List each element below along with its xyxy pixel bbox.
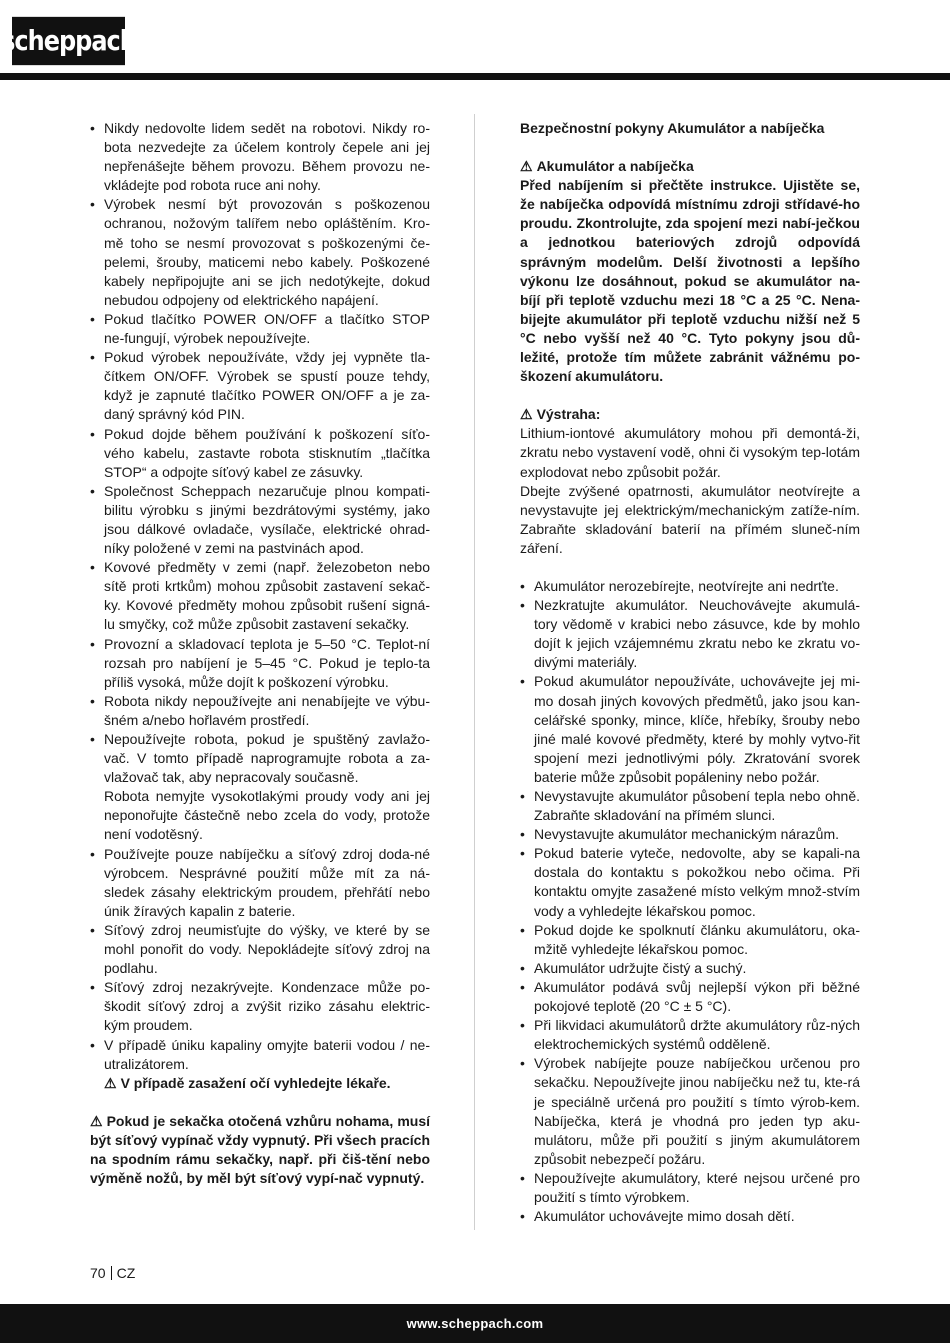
list-item: • Pokud akumulátor nepoužíváte, uchovávejte jej mi-mo dosah jiných kovových předmětů, jako jsou kan-celářské sponky, mince, klíče, hřebíky, šrouby nebo jiné malé kovové předměty, které by mohly vytvo-řit spojení mezi jednotlivými póly. Zkratování svorek baterie může způsobit popáleniny nebo požár. — [520, 672, 860, 787]
list-item: • Síťový zdroj neumisťujte do výšky, ve které by se mohl ponořit do vody. Nepokládejte síťový zdroj na podlahu. — [90, 921, 430, 978]
eye-warning — [90, 1074, 430, 1093]
list-item: • Pokud dojde během používání k poškození síťo-vého kabelu, zastavte robota stisknutím „tlačítka STOP“ a odpojte síťový kabel ze zásuvky. — [90, 425, 430, 482]
sprinkler-extra-text: Robota nemyjte vysokotlakými proudy vody ani jej neponořujte částečně nebo zcela do vody, protože není vodotěsný. — [104, 788, 430, 843]
list-item: • Nepoužívejte akumulátory, které nejsou určené pro použití s tímto výrobkem. — [520, 1169, 860, 1207]
website-link[interactable]: www.scheppach.com — [406, 1316, 544, 1331]
list-item: • Nevystavujte akumulátor působení tepla nebo ohně. Zabraňte skladování na přímém slunci. — [520, 787, 860, 825]
list-item: • Pokud výrobek nepoužíváte, vždy jej vypněte tla-čítkem ON/OFF. Výrobek se spustí pouze tehdy, když je zapnuté tlačítko POWER ON/OFF a je za-daný správný kód PIN. — [90, 348, 430, 424]
list-item: • Kovové předměty v zemi (např. železobeton nebo sítě proti krtkům) mohou způsobit zastavení sekač-ky. Kovové předměty mohou způsobit rušení signá-lu smyčky, což může způsobit zastavení sekačky. — [90, 558, 430, 634]
list-item: • Robota nikdy nepoužívejte ani nenabíjejte ve výbu-šném a/nebo hořlavém prostředí. — [90, 692, 430, 730]
list-item: • Nezkratujte akumulátor. Neuchovávejte akumulá-tory vědomě v krabici nebo zásuvce, kde by mohlo dojít k jejich vzájemnému zkratu nebo ke zkratu vo-divými materiály. — [520, 596, 860, 672]
warning-text-1: Lithium-iontové akumulátory mohou při demontá-ži, zkratu nebo vystavení vodě, ohni či vysokým tep-lotám explodovat nebo způsobit požár. — [520, 425, 860, 480]
section-title: Bezpečnostní pokyny Akumulátor a nabíječka — [520, 120, 825, 136]
footer-bar — [0, 1304, 950, 1343]
language-code: CZ — [116, 1265, 136, 1281]
warning-heading-text: Výstraha: — [536, 406, 601, 423]
battery-safety-list — [520, 577, 860, 1226]
page-number — [90, 1265, 135, 1281]
safety-list-left-cont — [90, 845, 430, 1074]
list-item: • Pokud tlačítko POWER ON/OFF a tlačítko STOP ne-fungují, výrobek nepoužívejte. — [90, 310, 430, 348]
warning-triangle-icon: ⚠ — [520, 158, 533, 175]
list-item: • Výrobek nabíjejte pouze nabíječkou určenou pro sekačku. Nepoužívejte jinou nabíječku než tu, kte-rá je speciálně určená pro použití s tímto výrob-kem. Nabíječka, která je vhodná pro jeden typ aku-mulátoru, může při použití s jiným akumulátorem způsobit nebezpečí požáru. — [520, 1054, 860, 1169]
page-number-value: 70 — [90, 1265, 106, 1281]
list-item: • Při likvidaci akumulátorů držte akumulátory růz-ných elektrochemických systémů odděleně. — [520, 1016, 860, 1054]
list-item: • Společnost Scheppach nezaručuje plnou kompati-bilitu výrobku s jinými bezdrátovými systémy, jako jsou dálkové ovladače, vysílače, elektrické ohrad-níky položené v zemi na pastvinách apod. — [90, 482, 430, 558]
charger-text: Před nabíjením si přečtěte instrukce. Ujistěte se, že nabíječka odpovídá místnímu zdroji střídavé-ho proudu. Zkontrolujte, zda spojení mezi nabí-ječkou a jednotkou bateriových zdrojů odpovídá správným modelům. Delší životnosti a lepšího výkonu lze dosáhnout, pokud se akumulátor na-bíjí při teplotě vzduchu mezi 18 °C a 25 °C. Nena-bijejte akumulátor při teplotě vzduchu nižší než 5 °C nebo vyšší než 40 °C. Tyto pokyny jsou dů-ležité, protože tím můžete zabránit vážnému po-škození akumulátoru. — [520, 177, 860, 385]
scheppach-logo: scheppach — [12, 17, 125, 65]
warning-text-2: Dbejte zvýšené opatrnosti, akumulátor neotvírejte a nevystavujte jej elektrickým/mechanickým zatíže-ním. Zabraňte skladování baterií na přímém sluneč-ním záření. — [520, 482, 860, 556]
list-item: • Akumulátor uchovávejte mimo dosah dětí. — [520, 1207, 860, 1226]
warning-triangle-icon: ⚠ — [90, 1112, 103, 1129]
list-item: • Pokud dojde ke spolknutí článku akumulátoru, oka-mžitě vyhledejte lékařskou pomoc. — [520, 921, 860, 959]
list-item: • Nevystavujte akumulátor mechanickým nárazům. — [520, 825, 860, 844]
safety-list-left — [90, 119, 430, 787]
page-number-separator — [111, 1266, 112, 1280]
list-item: • Pokud baterie vyteče, nedovolte, aby se kapali-na dostala do kontaktu s pokožkou nebo očima. Při kontaktu omyjte zasažené místo velkým množ-stvím vody a vyhledejte lékařskou pomoc. — [520, 844, 860, 920]
warning-heading — [520, 405, 860, 424]
flip-warning — [90, 1112, 430, 1188]
list-item: • Akumulátor udržujte čistý a suchý. — [520, 959, 860, 978]
right-column — [520, 119, 860, 1226]
warning-triangle-icon: ⚠ — [104, 1074, 117, 1091]
list-item: • Nepoužívejte robota, pokud je spuštěný zavlažo-vač. V tomto případě naprogramujte robota a za-vlažovač tak, aby nepracovaly současně. — [90, 730, 430, 787]
warning-triangle-icon: ⚠ — [520, 406, 533, 423]
list-item: • Nikdy nedovolte lidem sedět na robotovi. Nikdy ro-bota nezvedejte za účelem kontroly čepele ani jej nepřenášejte během provozu. Během provozu ne-vkládejte pod robota ruce ani nohy. — [90, 119, 430, 195]
charger-heading — [520, 157, 860, 176]
charger-heading-text: Akumulátor a nabíječka — [536, 158, 694, 175]
list-item: • Výrobek nesmí být provozován s poškozenou ochranou, nožovým talířem nebo opláštěním. Kro-mě toho se nesmí provozovat s poškozenými če-pelemi, šrouby, maticemi nebo kabely. Poškozené kabely nepřipojujte ani se jich nedotýkejte, dokud nebudou odpojeny od elektrického napájení. — [90, 195, 430, 310]
header-rule — [0, 73, 950, 80]
eye-warning-text: V případě zasažení očí vyhledejte lékaře. — [120, 1074, 391, 1091]
list-item: • V případě úniku kapaliny omyjte baterii vodou / ne-utralizátorem. — [90, 1036, 430, 1074]
list-item: • Používejte pouze nabíječku a síťový zdroj doda-né výrobcem. Nesprávné použití může mít za ná-sledek zásahy elektrickým proudem, přehřátí nebo únik žíravých kapalin z baterie. — [90, 845, 430, 921]
list-item: • Provozní a skladovací teplota je 5–50 °C. Teplot-ní rozsah pro nabíjení je 5–45 °C. Pokud je teplo-ta příliš vysoká, může dojít k poškození výrobku. — [90, 635, 430, 692]
column-divider — [474, 114, 475, 1230]
left-column — [90, 119, 430, 1188]
flip-warning-text: Pokud je sekačka otočená vzhůru nohama, musí být síťový vypínač vždy vypnutý. Při všech pracích na spodním rámu sekačky, např. při čiš-tění nebo výměně nožů, by měl být síťový vypí-nač vypnutý. — [90, 1112, 430, 1187]
list-item: • Akumulátor podává svůj nejlepší výkon při běžné pokojové teplotě (20 °C ± 5 °C). — [520, 978, 860, 1016]
list-item: • Akumulátor nerozebírejte, neotvírejte ani nedrťte. — [520, 577, 860, 596]
list-item: • Síťový zdroj nezakrývejte. Kondenzace může po-škodit síťový zdroj a zvýšit riziko zásahu elektric-kým proudem. — [90, 978, 430, 1035]
